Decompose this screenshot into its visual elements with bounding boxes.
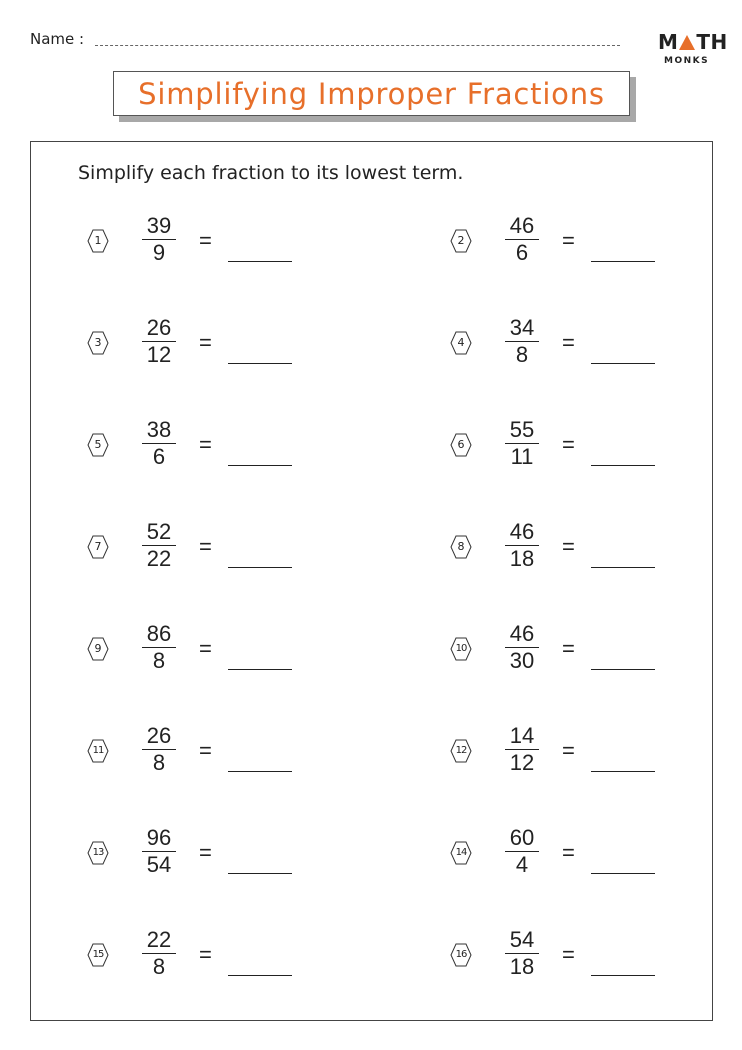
fraction (502, 316, 542, 367)
fraction (139, 928, 179, 979)
fraction (502, 520, 542, 571)
equals-sign: = (199, 840, 212, 865)
equals-sign: = (562, 534, 575, 559)
logo-letter-m: M (658, 30, 679, 54)
problem-item (450, 418, 670, 478)
fraction (139, 724, 179, 775)
equals-sign: = (199, 228, 212, 253)
fraction (139, 826, 179, 877)
logo-wordmark (658, 30, 728, 54)
numerator: 14 (509, 723, 535, 748)
problem-number: 15 (92, 949, 104, 960)
problem-item (87, 214, 307, 274)
numerator: 46 (509, 213, 535, 238)
numerator: 55 (509, 417, 535, 442)
problem-item (87, 724, 307, 784)
fraction (139, 316, 179, 367)
equals-sign: = (199, 432, 212, 457)
fraction (139, 214, 179, 265)
problem-number: 3 (94, 336, 102, 349)
problem-item (87, 316, 307, 376)
problem-number-badge (87, 535, 109, 559)
equals-sign: = (562, 330, 575, 355)
fraction (502, 622, 542, 673)
equals-sign: = (562, 840, 575, 865)
problem-item (87, 622, 307, 682)
numerator: 39 (146, 213, 172, 238)
equals-sign: = (199, 738, 212, 763)
problem-number-badge (450, 331, 472, 355)
denominator: 12 (509, 750, 535, 775)
problem-item (450, 316, 670, 376)
answer-blank[interactable] (228, 363, 292, 364)
problem-item (87, 520, 307, 580)
answer-blank[interactable] (228, 975, 292, 976)
problem-item (450, 520, 670, 580)
problem-number: 8 (457, 540, 465, 553)
denominator: 8 (152, 648, 166, 673)
denominator: 8 (515, 342, 529, 367)
problem-number: 11 (92, 745, 104, 756)
denominator: 11 (510, 444, 534, 469)
answer-blank[interactable] (591, 669, 655, 670)
problem-number-badge (87, 841, 109, 865)
problem-item (450, 826, 670, 886)
numerator: 60 (509, 825, 535, 850)
fraction (139, 622, 179, 673)
denominator: 30 (509, 648, 535, 673)
equals-sign: = (562, 636, 575, 661)
denominator: 12 (146, 342, 172, 367)
answer-blank[interactable] (591, 261, 655, 262)
problem-number: 16 (455, 949, 467, 960)
answer-blank[interactable] (591, 363, 655, 364)
problem-number: 14 (455, 847, 467, 858)
equals-sign: = (562, 738, 575, 763)
problem-item (87, 928, 307, 988)
fraction (502, 418, 542, 469)
denominator: 6 (515, 240, 529, 265)
problem-number-badge (87, 739, 109, 763)
problem-number: 12 (455, 745, 467, 756)
problem-number: 10 (455, 643, 467, 654)
numerator: 86 (146, 621, 172, 646)
problem-number: 6 (457, 438, 465, 451)
problem-number-badge (87, 943, 109, 967)
numerator: 22 (146, 927, 172, 952)
answer-blank[interactable] (591, 465, 655, 466)
numerator: 34 (509, 315, 535, 340)
numerator: 96 (146, 825, 172, 850)
answer-blank[interactable] (228, 465, 292, 466)
answer-blank[interactable] (228, 669, 292, 670)
answer-blank[interactable] (591, 975, 655, 976)
problem-number: 13 (92, 847, 104, 858)
equals-sign: = (562, 942, 575, 967)
problem-item (450, 622, 670, 682)
answer-blank[interactable] (228, 567, 292, 568)
problem-number-badge (87, 229, 109, 253)
denominator: 8 (152, 750, 166, 775)
problem-number-badge (450, 535, 472, 559)
problem-number-badge (450, 637, 472, 661)
fraction (139, 520, 179, 571)
denominator: 9 (152, 240, 166, 265)
problem-number-badge (87, 637, 109, 661)
numerator: 46 (509, 519, 535, 544)
instructions: Simplify each fraction to its lowest term. (78, 162, 464, 184)
equals-sign: = (199, 330, 212, 355)
fraction (139, 418, 179, 469)
problem-number: 1 (94, 234, 102, 247)
problem-number: 2 (457, 234, 465, 247)
problem-number: 7 (94, 540, 102, 553)
problem-number-badge (450, 433, 472, 457)
answer-blank[interactable] (591, 873, 655, 874)
problem-number-badge (450, 229, 472, 253)
problem-number: 4 (457, 336, 465, 349)
name-field[interactable] (95, 45, 620, 46)
numerator: 26 (146, 315, 172, 340)
answer-blank[interactable] (228, 261, 292, 262)
name-row (30, 30, 600, 52)
numerator: 38 (146, 417, 172, 442)
title-box (113, 71, 630, 116)
answer-blank[interactable] (228, 873, 292, 874)
denominator: 22 (146, 546, 172, 571)
problem-item (450, 724, 670, 784)
equals-sign: = (199, 534, 212, 559)
fraction (502, 928, 542, 979)
equals-sign: = (562, 228, 575, 253)
problem-number-badge (450, 739, 472, 763)
denominator: 54 (146, 852, 172, 877)
answer-blank[interactable] (228, 771, 292, 772)
logo-subtitle: MONKS (664, 56, 710, 66)
fraction (502, 724, 542, 775)
denominator: 6 (152, 444, 166, 469)
problem-number-badge (87, 433, 109, 457)
math-monks-logo (658, 30, 728, 72)
name-label: Name : (30, 30, 85, 48)
answer-blank[interactable] (591, 771, 655, 772)
problem-number-badge (87, 331, 109, 355)
problem-number: 9 (94, 642, 102, 655)
problem-number-badge (450, 943, 472, 967)
numerator: 54 (509, 927, 535, 952)
denominator: 18 (509, 546, 535, 571)
problem-item (87, 826, 307, 886)
equals-sign: = (562, 432, 575, 457)
fraction (502, 826, 542, 877)
problem-item (450, 214, 670, 274)
problem-item (450, 928, 670, 988)
answer-blank[interactable] (591, 567, 655, 568)
numerator: 46 (509, 621, 535, 646)
problem-number-badge (450, 841, 472, 865)
logo-triangle-icon (679, 35, 695, 50)
problem-item (87, 418, 307, 478)
logo-letters-th: TH (696, 30, 728, 54)
denominator: 4 (515, 852, 529, 877)
denominator: 18 (509, 954, 535, 979)
denominator: 8 (152, 954, 166, 979)
problem-number: 5 (94, 438, 102, 451)
page-title: Simplifying Improper Fractions (138, 76, 605, 111)
numerator: 26 (146, 723, 172, 748)
equals-sign: = (199, 942, 212, 967)
fraction (502, 214, 542, 265)
numerator: 52 (146, 519, 172, 544)
equals-sign: = (199, 636, 212, 661)
